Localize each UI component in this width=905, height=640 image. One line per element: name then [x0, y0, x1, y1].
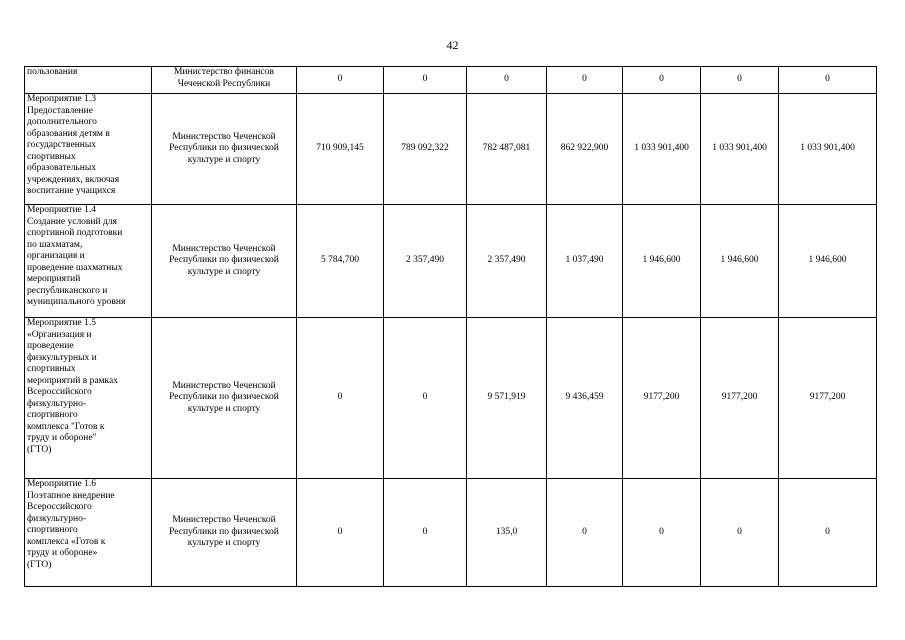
table-row — [25, 205, 877, 318]
table-row — [25, 67, 877, 94]
table-row — [25, 94, 877, 205]
value-cell: 1 033 901,400 — [623, 94, 701, 205]
executor-cell: Министерство Чеченской Республики по физической культуре и спорту — [152, 318, 297, 479]
value-cell: 9177,200 — [623, 318, 701, 479]
executor-cell: Министерство финансов Чеченской Республики — [152, 67, 297, 94]
executor-cell: Министерство Чеченской Республики по физической культуре и спорту — [152, 94, 297, 205]
table-row — [25, 479, 877, 587]
table-row — [25, 318, 877, 479]
value-cell: 9177,200 — [779, 318, 877, 479]
value-cell: 0 — [623, 67, 701, 94]
value-cell: 1 946,600 — [623, 205, 701, 318]
value-cell: 0 — [547, 479, 623, 587]
value-cell: 9 571,919 — [467, 318, 547, 479]
value-cell: 0 — [623, 479, 701, 587]
event-cell: Мероприятие 1.6 Поэтапное внедрение Всероссийского физкультурно- спортивного комплекса «Готов к труду и обороне» (ГТО) — [25, 479, 152, 587]
value-cell: 9177,200 — [701, 318, 779, 479]
event-cell: пользования — [25, 67, 152, 94]
event-cell: Мероприятие 1.5 «Организация и проведение физкультурных и спортивных мероприятий в рамках Всероссийского физкультурно- спортивного комплекса "Готов к труду и обороне" (ГТО) — [25, 318, 152, 479]
value-cell: 782 487,081 — [467, 94, 547, 205]
value-cell: 710 909,145 — [297, 94, 384, 205]
value-cell: 1 033 901,400 — [779, 94, 877, 205]
value-cell: 862 922,900 — [547, 94, 623, 205]
executor-cell: Министерство Чеченской Республики по физической культуре и спорту — [152, 479, 297, 587]
value-cell: 0 — [779, 67, 877, 94]
value-cell: 1 946,600 — [701, 205, 779, 318]
value-cell: 0 — [384, 479, 467, 587]
budget-table — [24, 66, 877, 587]
value-cell: 1 037,490 — [547, 205, 623, 318]
value-cell: 1 946,600 — [779, 205, 877, 318]
value-cell: 2 357,490 — [467, 205, 547, 318]
value-cell: 0 — [467, 67, 547, 94]
event-cell: Мероприятие 1.4 Создание условий для спортивной подготовки по шахматам, организация и проведение шахматных мероприятий республиканского и муниципального уровня — [25, 205, 152, 318]
value-cell: 2 357,490 — [384, 205, 467, 318]
value-cell: 0 — [297, 318, 384, 479]
value-cell: 0 — [384, 318, 467, 479]
value-cell: 9 436,459 — [547, 318, 623, 479]
value-cell: 0 — [547, 67, 623, 94]
value-cell: 135,0 — [467, 479, 547, 587]
value-cell: 0 — [779, 479, 877, 587]
value-cell: 1 033 901,400 — [701, 94, 779, 205]
value-cell: 0 — [384, 67, 467, 94]
event-cell: Мероприятие 1.3 Предоставление дополнительного образования детям в государственных спортивных образовательных учреждениях, включая воспитание учащихся — [25, 94, 152, 205]
value-cell: 789 092,322 — [384, 94, 467, 205]
value-cell: 0 — [297, 479, 384, 587]
value-cell: 0 — [701, 479, 779, 587]
value-cell: 0 — [297, 67, 384, 94]
page-number: 42 — [446, 38, 459, 52]
executor-cell: Министерство Чеченской Республики по физической культуре и спорту — [152, 205, 297, 318]
value-cell: 0 — [701, 67, 779, 94]
value-cell: 5 784,700 — [297, 205, 384, 318]
